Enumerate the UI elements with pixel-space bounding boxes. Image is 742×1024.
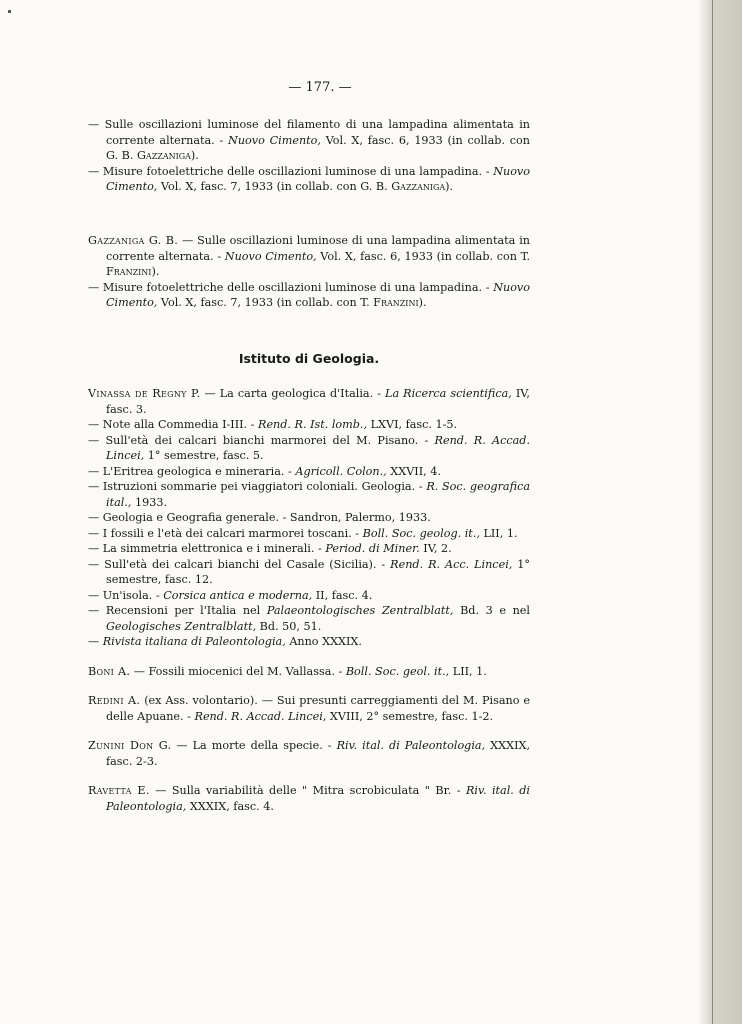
bib-entry: — Sull'età dei calcari bianchi marmorei del M. Pisano. - Rend. R. Accad. Lincei, 1° semestre, fasc. 5. (88, 433, 531, 462)
section-physics-continued (88, 117, 530, 195)
bib-entry: — Un'isola. - Corsica antica e moderna, II, fasc. 4. (88, 588, 373, 602)
binding-line (712, 0, 713, 1024)
bib-entry: Zunini Don G. — La morte della specie. - Riv. ital. di Paleontologia, XXXIX, fasc. 2-3. (88, 739, 531, 768)
section-heading: Istituto di Geologia. (238, 351, 380, 366)
section-geology (88, 386, 530, 814)
scan-mark (8, 10, 11, 13)
page-number: — 177. — (288, 80, 352, 95)
bib-entry: — L'Eritrea geologica e mineraria. - Agricoll. Colon., XXVII, 4. (88, 464, 441, 478)
bib-entry: Ravetta E. — Sulla variabilità delle " Mitra scrobiculata " Br. - Riv. ital. di Paleontologia, XXXIX, fasc. 4. (88, 784, 531, 813)
bib-entry: Boni A. — Fossili miocenici del M. Vallassa. - Boll. Soc. geol. it., LII, 1. (88, 664, 487, 678)
bib-entry: — Misure fotoelettriche delle oscillazioni luminose di una lampadina. - Nuovo Cimento, Vol. X, fasc. 7, 1933 (in collab. con T. Franzini). (88, 280, 530, 309)
bib-entry: Redini A. (ex Ass. volontario). — Sui presunti carreggiamenti del M. Pisano e delle Apuane. - Rend. R. Accad. Lincei, XVIII, 2° semestre, fasc. 1-2. (88, 694, 531, 723)
bib-entry: — Sulle oscillazioni luminose del filamento di una lampadina alimentata in corrente alternata. - Nuovo Cimento, Vol. X, fasc. 6, 1933 (in collab. con G. B. Gazzaniga). (88, 118, 530, 162)
bib-entry: — Geologia e Geografia generale. - Sandron, Palermo, 1933. (88, 511, 431, 524)
bib-entry: — Recensioni per l'Italia nel Palaeontologisches Zentralblatt, Bd. 3 e nel Geologisches Zentralblatt, Bd. 50, 51. (88, 604, 530, 633)
bib-entry: — Rivista italiana di Paleontologia, Anno XXXIX. (88, 635, 362, 648)
bib-entry: — Note alla Commedia I-III. - Rend. R. Ist. lomb., LXVI, fasc. 1-5. (88, 418, 458, 431)
bib-entry: Gazzaniga G. B. — Sulle oscillazioni luminose di una lampadina alimentata in corrente alternata. - Nuovo Cimento, Vol. X, fasc. 6, 1933 (in collab. con T. Franzini). (88, 234, 531, 278)
page-edge-shadow (698, 0, 742, 1024)
bib-entry: Vinassa de Regny P. — La carta geologica d'Italia. - La Ricerca scientifica, IV, fasc. 3. (88, 387, 530, 416)
bib-entry: — I fossili e l'età dei calcari marmorei toscani. - Boll. Soc. geolog. it., LII, 1. (88, 526, 518, 540)
section-gazzaniga (88, 233, 530, 311)
bib-entry: — Istruzioni sommarie pei viaggiatori coloniali. Geologia. - R. Soc. geografica ital., 1933. (88, 480, 531, 509)
bib-entry: — Misure fotoelettriche delle oscillazioni luminose di una lampadina. - Nuovo Cimento, Vol. X, fasc. 7, 1933 (in collab. con G. B. Gazzaniga). (88, 164, 530, 193)
bib-entry: — Sull'età dei calcari bianchi del Casale (Sicilia). - Rend. R. Acc. Lincei, 1° semestre, fasc. 12. (88, 557, 530, 586)
bib-entry: — La simmetria elettronica e i minerali. - Period. di Miner. IV, 2. (88, 542, 452, 555)
